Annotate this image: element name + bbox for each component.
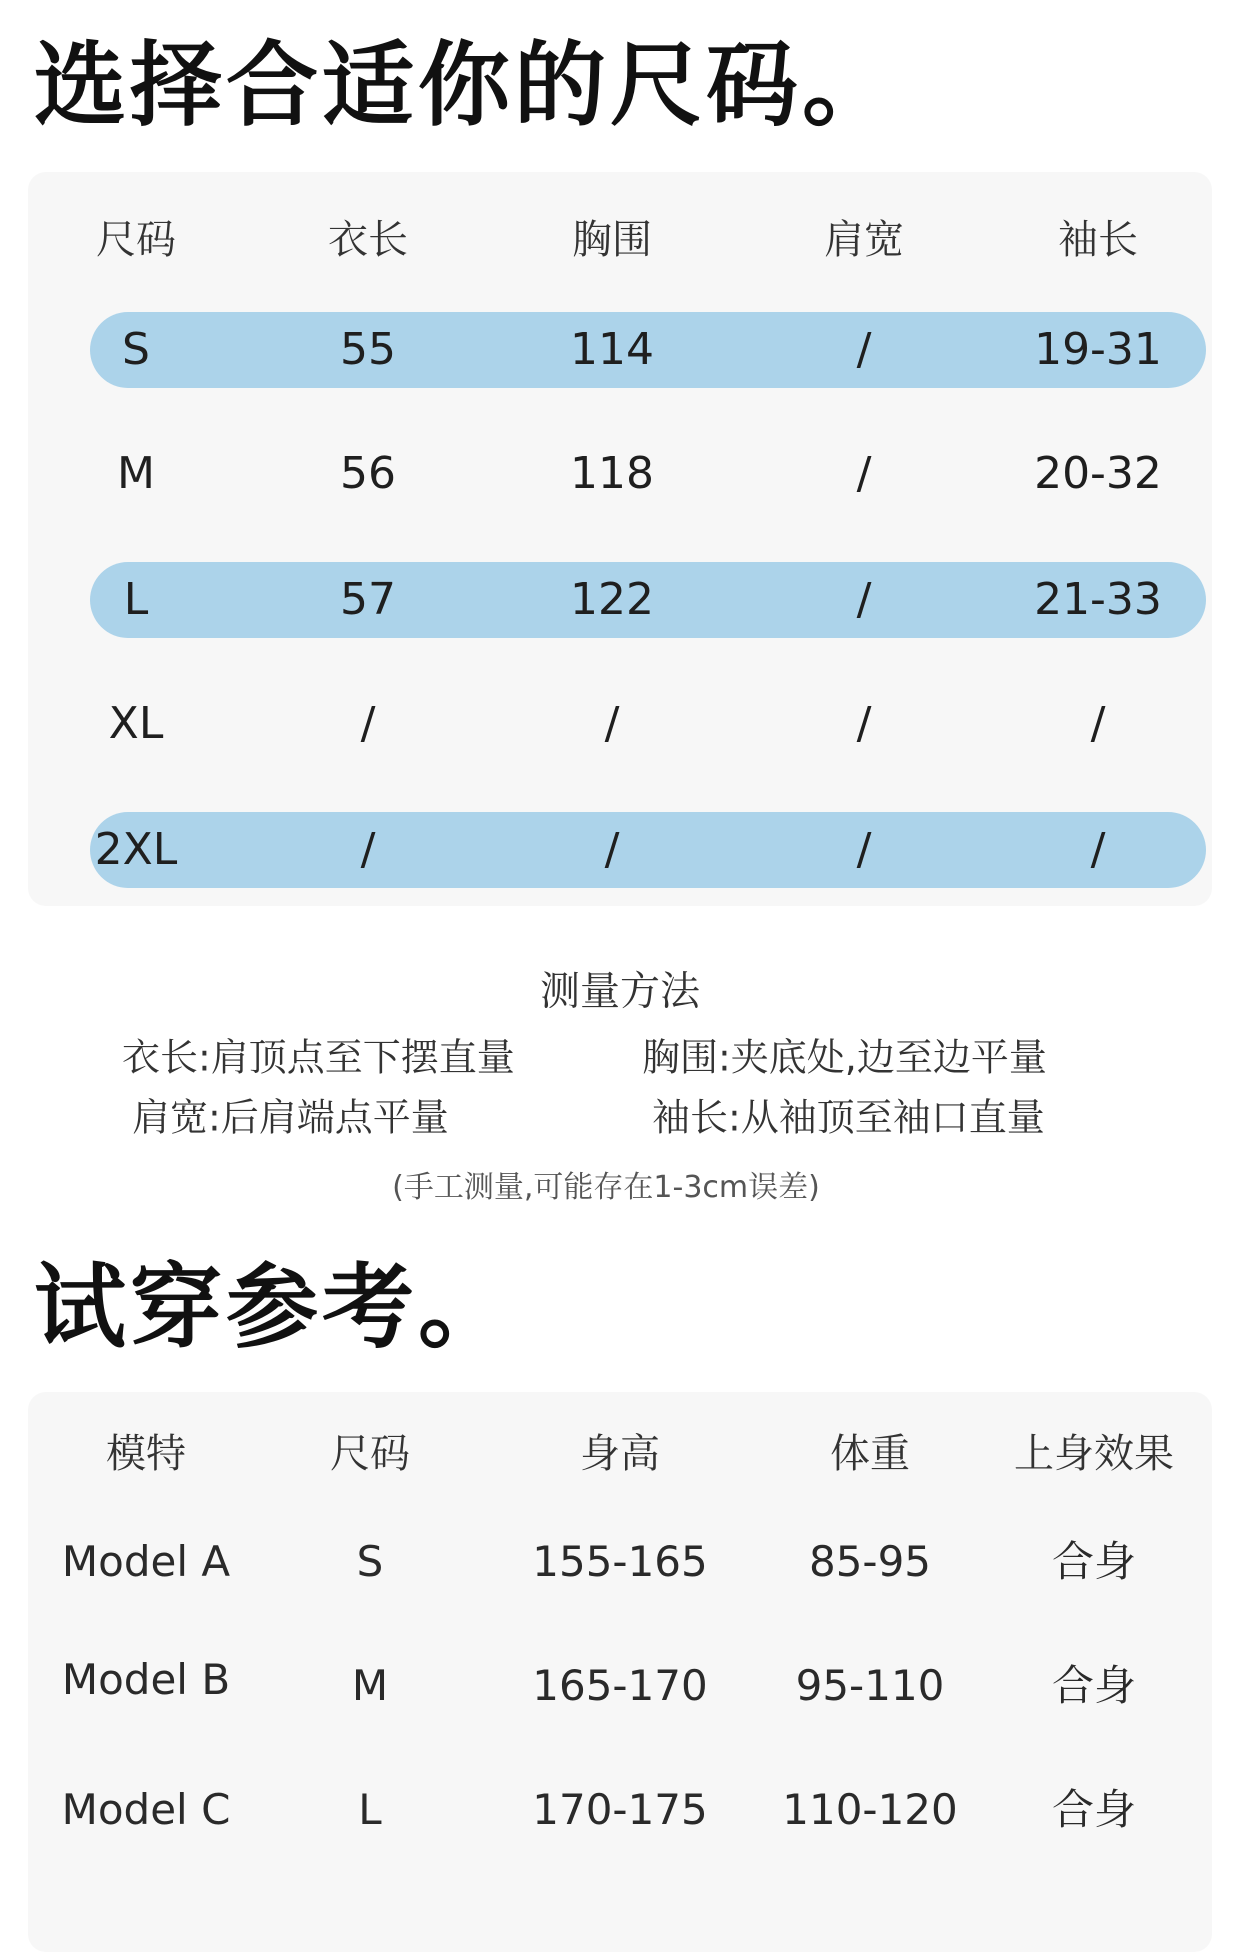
size-row-l-chest: 122 xyxy=(570,574,654,625)
size-row-s-shoulder: / xyxy=(856,324,872,375)
fit-row-b-height: 165-170 xyxy=(532,1661,708,1710)
measurement-length: 衣长:肩顶点至下摆直量 xyxy=(122,1035,515,1080)
size-row-2xl-size: 2XL xyxy=(94,824,178,875)
fit-header-weight: 体重 xyxy=(830,1431,910,1477)
fit-row-a-size: S xyxy=(356,1537,384,1586)
size-row-s-size: S xyxy=(122,324,150,375)
size-header-sleeve: 袖长 xyxy=(1058,217,1138,263)
size-row-m-shoulder: / xyxy=(856,448,872,499)
measurement-title: 测量方法 xyxy=(540,968,700,1015)
measurement-chest: 胸围:夹底处,边至边平量 xyxy=(642,1035,1047,1080)
fit-header-model: 模特 xyxy=(106,1431,186,1477)
size-row-s-sleeve: 19-31 xyxy=(1034,324,1162,375)
size-row-s-chest: 114 xyxy=(570,324,654,375)
size-row-xl-chest: / xyxy=(604,698,620,749)
size-row-m-sleeve: 20-32 xyxy=(1034,448,1162,499)
fit-header-effect: 上身效果 xyxy=(1014,1431,1174,1477)
size-row-xl-size: XL xyxy=(108,698,164,749)
fit-row-b-effect: 合身 xyxy=(1051,1661,1137,1710)
size-header-chest: 胸围 xyxy=(572,217,652,263)
fit-row-b-size: M xyxy=(351,1661,389,1710)
size-row-m-length: 56 xyxy=(340,448,396,499)
size-header-length: 衣长 xyxy=(328,217,408,263)
fit-row-c-size: L xyxy=(358,1785,382,1834)
size-row-m-size: M xyxy=(117,448,155,499)
size-header-shoulder: 肩宽 xyxy=(824,217,904,263)
fit-row-a-effect: 合身 xyxy=(1051,1537,1137,1586)
measurement-sleeve: 袖长:从袖顶至袖口直量 xyxy=(652,1095,1045,1140)
fit-row-b-weight: 95-110 xyxy=(795,1661,945,1710)
fit-row-a-model: Model A xyxy=(61,1537,231,1586)
fit-row-c-effect: 合身 xyxy=(1051,1785,1137,1834)
fit-section-title: 试穿参考。 xyxy=(34,1254,515,1361)
size-row-l-length: 57 xyxy=(340,574,396,625)
fit-row-c-model: Model C xyxy=(61,1785,231,1834)
fit-row-a-height: 155-165 xyxy=(532,1537,708,1586)
row-highlight-2xl xyxy=(90,812,1206,888)
size-row-2xl-shoulder: / xyxy=(856,824,872,875)
size-row-xl-shoulder: / xyxy=(856,698,872,749)
fit-row-b-model: Model B xyxy=(61,1655,231,1704)
size-row-xl-length: / xyxy=(360,698,376,749)
size-row-2xl-chest: / xyxy=(604,824,620,875)
fit-table xyxy=(28,1392,1212,1952)
size-table xyxy=(28,172,1212,906)
size-row-m-chest: 118 xyxy=(570,448,654,499)
size-row-s-length: 55 xyxy=(340,324,396,375)
fit-row-c-height: 170-175 xyxy=(532,1785,708,1834)
size-section-title: 选择合适你的尺码。 xyxy=(34,32,899,139)
size-row-xl-sleeve: / xyxy=(1090,698,1106,749)
size-row-2xl-sleeve: / xyxy=(1090,824,1106,875)
size-row-l-sleeve: 21-33 xyxy=(1034,574,1162,625)
measurement-shoulder: 肩宽:后肩端点平量 xyxy=(132,1095,449,1140)
fit-row-a-weight: 85-95 xyxy=(808,1537,932,1586)
size-header-size: 尺码 xyxy=(96,217,176,263)
size-row-2xl-length: / xyxy=(360,824,376,875)
size-row-l-shoulder: / xyxy=(856,574,872,625)
measurement-note: (手工测量,可能存在1-3cm误差) xyxy=(392,1170,820,1205)
size-row-l-size: L xyxy=(123,574,149,625)
fit-header-size: 尺码 xyxy=(330,1431,410,1477)
fit-row-c-weight: 110-120 xyxy=(782,1785,958,1834)
fit-header-height: 身高 xyxy=(580,1431,660,1477)
